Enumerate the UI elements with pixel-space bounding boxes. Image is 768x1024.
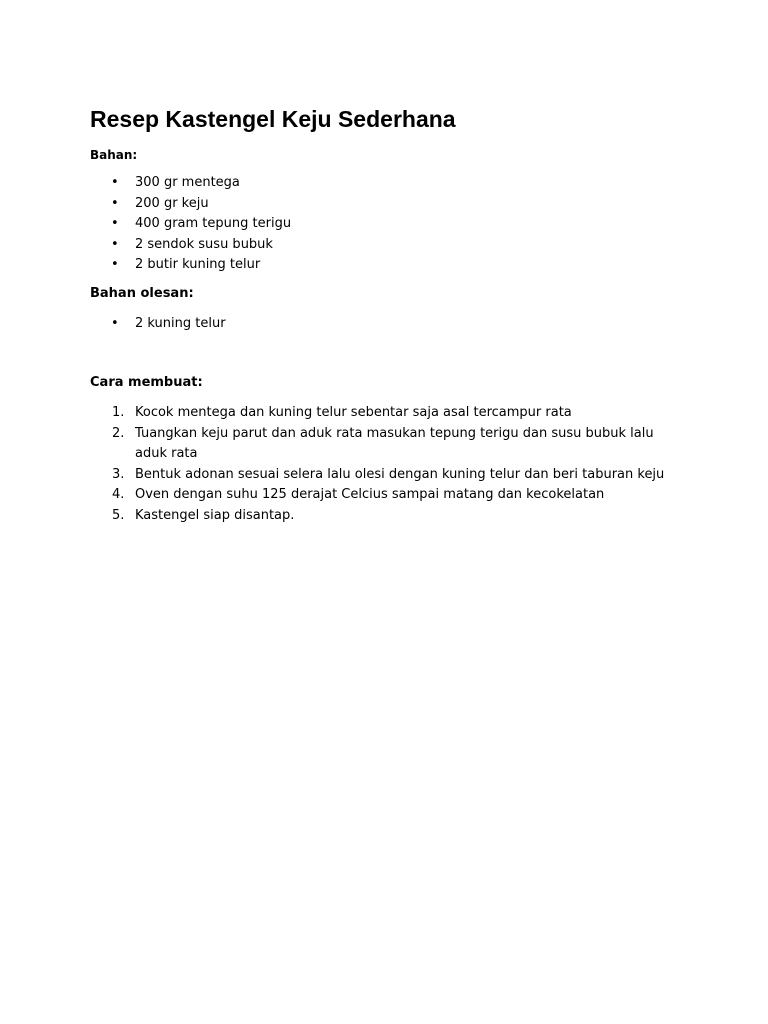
list-item: 1. Kocok mentega dan kuning telur sebentar saja asal tercampur rata xyxy=(112,405,572,420)
list-item: • 200 gr keju xyxy=(90,194,680,215)
bahan-list xyxy=(90,173,680,276)
cara-heading: Cara membuat: xyxy=(90,375,203,390)
document-page xyxy=(90,104,680,526)
list-item: 2. Tuangkan keju parut dan aduk rata masukan tepung terigu dan susu bubuk lalu aduk rata xyxy=(112,425,654,461)
list-item: 5. Kastengel siap disantap. xyxy=(112,507,295,523)
bahan-heading: Bahan: xyxy=(90,148,138,162)
list-item: • 400 gram tepung terigu xyxy=(90,214,680,235)
list-item: • 300 gr mentega xyxy=(90,173,680,194)
list-item: • 2 kuning telur xyxy=(90,314,680,335)
list-item: 3. Bentuk adonan sesuai selera lalu olesi dengan kuning telur dan beri taburan keju xyxy=(112,466,665,482)
bullet-icon: • xyxy=(111,195,119,211)
bullet-icon: • xyxy=(111,257,119,272)
olesan-list xyxy=(90,314,680,335)
list-item: • 2 sendok susu bubuk xyxy=(90,235,680,256)
bullet-icon: • xyxy=(111,216,119,231)
list-item: • 2 butir kuning telur xyxy=(90,255,680,276)
bullet-icon: • xyxy=(111,236,119,252)
list-item: 4. Oven dengan suhu 125 derajat Celcius sampai matang dan kecokelatan xyxy=(112,487,605,502)
bullet-icon: • xyxy=(111,315,119,331)
document-title: Resep Kastengel Keju Sederhana xyxy=(90,106,456,132)
cara-list xyxy=(90,403,680,526)
bullet-icon: • xyxy=(111,175,119,190)
olesan-heading: Bahan olesan: xyxy=(90,285,194,301)
